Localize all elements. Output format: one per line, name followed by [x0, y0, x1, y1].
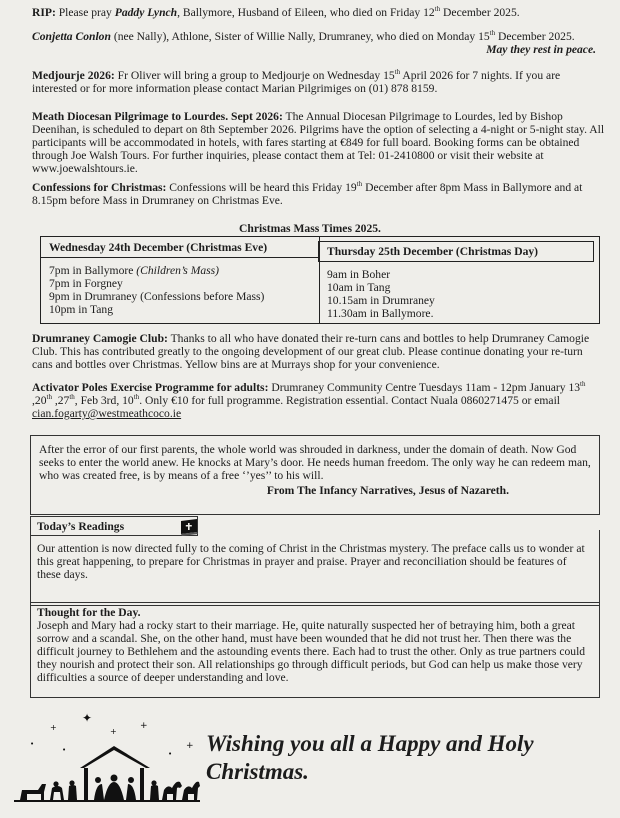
- christmas-eve-heading: Wednesday 24th December (Christmas Eve): [41, 237, 319, 258]
- mass-item: 7pm in Forgney: [49, 277, 123, 290]
- svg-text:+: +: [110, 727, 117, 736]
- mass-item: 11.30am in Ballymore.: [327, 307, 434, 320]
- rip-closing: May they rest in peace.: [486, 43, 596, 56]
- camogie-heading: Drumraney Camogie Club:: [32, 332, 168, 345]
- svg-text:+: +: [50, 723, 57, 732]
- mass-times-title: Christmas Mass Times 2025.: [239, 222, 381, 235]
- mass-item: 10am in Tang: [327, 281, 391, 294]
- svg-text:✦: ✦: [82, 712, 93, 725]
- thought-heading: Thought for the Day.: [37, 606, 141, 619]
- bible-book-icon: [178, 518, 200, 536]
- medjourje-heading: Medjourje 2026:: [32, 69, 115, 82]
- svg-text:•: •: [168, 750, 173, 758]
- meath-text: The Annual Diocesan Pilgrimage to Lourdes, led by Bishop Deenihan, is scheduled to depart on 8th September 2026. Pilgrims have the option of selecting a 4-night or 5-night stay. All participants will be accommodated in hotels, with fares starting at €849 for full board. Booking forms can be obtained through Joe Walsh Tours. For further inquiries, please contact them at Tel: 01-2410800 or visit their website at www.joewalshtours.ie.: [32, 110, 605, 175]
- activator-section: Activator Poles Exercise Programme for adults: Drumraney Community Centre Tuesdays 11am - 12pm January 13th ,20th ,27th, Feb 3rd, 10th. Only €10 for full programme. Registration essential. Contact Nuala 0860271475 or email cian.fogarty@westmeathcoco.ie: [32, 380, 586, 420]
- rip-name-1: Paddy Lynch: [114, 6, 178, 19]
- infancy-narratives-quote-box: [30, 435, 600, 515]
- christmas-greeting: Wishing you all a Happy and Holy Christmas.: [206, 731, 534, 784]
- svg-text:+: +: [186, 741, 194, 751]
- mass-times-table: [40, 236, 600, 324]
- meath-pilgrimage-section: [32, 110, 606, 175]
- rip-line-2: Conjetta Conlon (nee Nally), Athlone, Sister of Willie Nally, Drumraney, who died on Monday 15th December 2025.: [32, 29, 575, 43]
- mass-item: 7pm in Ballymore (Children’s Mass): [49, 264, 220, 277]
- christmas-day-column: [319, 237, 599, 323]
- mass-item: 9am in Boher: [327, 268, 391, 281]
- camogie-section: Drumraney Camogie Club: Thanks to all who have donated their re-turn cans and bottles to help Drumraney Camogie Club. This has contributed greatly to the ongoing development of our great club. Please continue donating your re-turn cans and bottles over Christmas. Yellow bins are at Murrays shop for your convenience.: [32, 332, 590, 371]
- readings-box: [30, 530, 600, 606]
- medjourje-section: Medjourje 2026: Fr Oliver will bring a group to Medjourje on Wednesday 15th April 2026 for 7 nights. If you are interested or for more information please contact Marian Pilgrimiges on (01) 878 8159.: [32, 68, 561, 95]
- meath-heading: Meath Diocesan Pilgrimage to Lourdes. Sept 2026:: [32, 110, 283, 123]
- nativity-scene-icon: [10, 712, 202, 804]
- svg-text:•: •: [30, 740, 35, 748]
- christmas-eve-column: [41, 237, 320, 323]
- rip-line-1: RIP: Please pray Paddy Lynch, Ballymore, Husband of Eileen, who died on Friday 12th December 2025.: [32, 5, 520, 19]
- readings-heading: Today’s Readings: [30, 516, 198, 536]
- readings-text: Our attention is now directed fully to the coming of Christ in the Christmas mystery. The preface calls us to wonder at this great happening, to prepare for Christmas in prayer and praise. Prayer and reconciliation should be features of these days.: [37, 542, 585, 581]
- contact-email-link[interactable]: cian.fogarty@westmeathcoco.ie: [32, 407, 182, 420]
- mass-item: 10pm in Tang: [49, 303, 114, 316]
- thought-text: Joseph and Mary had a rocky start to their marriage. He, quite naturally suspected her of betraying him, both a great sorrow and a scandal. She, on the other hand, must have been wounded that he did not trust her. Then there was the difficult journey to Bethlehem and the astounding events there. Each had to trust the other. Only as true partners could they nourish and protect their son. All relationships go through difficult periods, but God can help us make those very difficulties a source of deeper understanding and love.: [37, 619, 586, 684]
- activator-heading: Activator Poles Exercise Programme for adults:: [32, 381, 269, 394]
- rip-name-2: Conjetta Conlon: [32, 30, 111, 43]
- svg-text:•: •: [62, 746, 67, 754]
- confessions-section: Confessions for Christmas: Confessions will be heard this Friday 19th December after 8pm Mass in Ballymore and at 8.15pm before Mass in Drumraney on Christmas Eve.: [32, 180, 583, 207]
- thought-for-the-day-box: [30, 602, 600, 698]
- svg-text:+: +: [140, 721, 148, 731]
- mass-item: 10.15am in Drumraney: [327, 294, 435, 307]
- quote-text: After the error of our first parents, the whole world was shrouded in darkness, under the domain of death. Now God seeks to enter the world anew. He knocks at Mary’s door. He needs human freedom. The only way he can redeem man, who was created free, is by means of a free ‘’yes’’ to his will.: [39, 443, 591, 482]
- mass-item: 9pm in Drumraney (Confessions before Mass): [49, 290, 265, 303]
- rip-section: [32, 6, 606, 56]
- christmas-day-heading: Thursday 25th December (Christmas Day): [318, 241, 594, 262]
- quote-source: From The Infancy Narratives, Jesus of Nazareth.: [266, 484, 509, 497]
- confessions-heading: Confessions for Christmas:: [32, 181, 167, 194]
